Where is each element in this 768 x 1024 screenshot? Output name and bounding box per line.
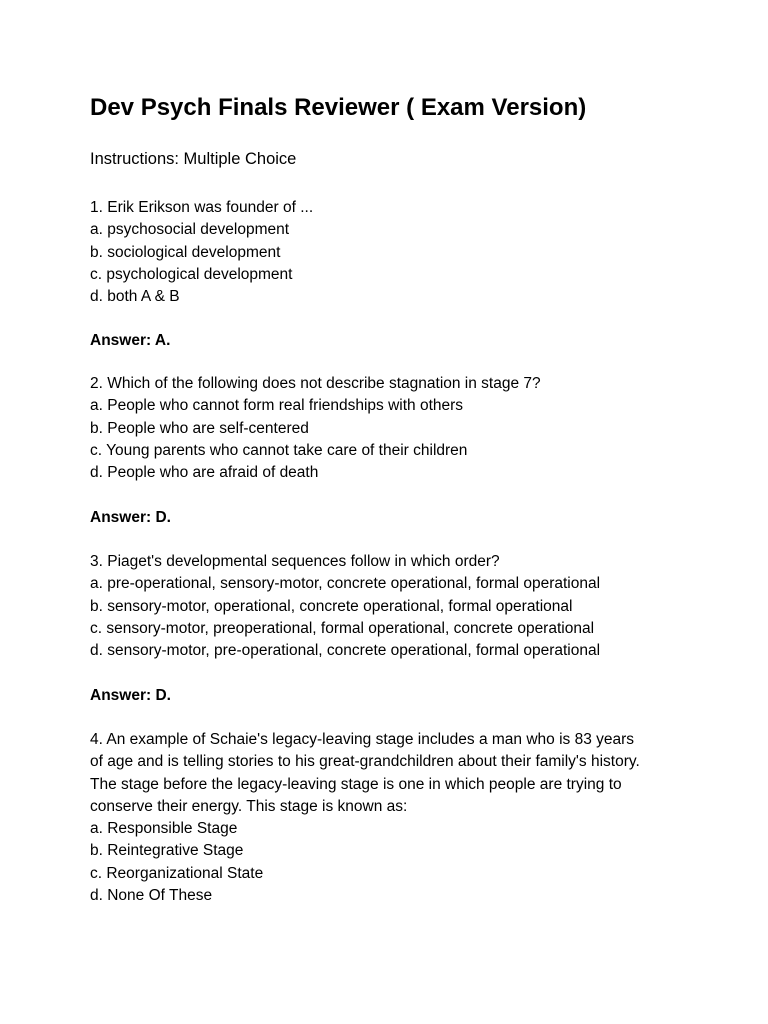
question-4-option-b: b. Reintegrative Stage — [90, 842, 244, 860]
question-3-answer: Answer: D. — [90, 687, 171, 704]
question-1-stem: 1. Erik Erikson was founder of ... — [90, 199, 314, 216]
question-2 — [90, 373, 710, 484]
question-4-stem-line-4: conserve their energy. This stage is known as: — [90, 797, 408, 815]
question-3 — [90, 551, 710, 662]
instructions-text: Instructions: Multiple Choice — [90, 150, 297, 168]
question-3-option-d: d. sensory-motor, pre-operational, concrete operational, formal operational — [90, 642, 601, 660]
question-4-option-d: d. None Of These — [90, 887, 213, 905]
question-1-option-d: d. both A & B — [90, 288, 180, 306]
question-4-stem-line-2: of age and is telling stories to his great-grandchildren about their family's history. — [90, 753, 640, 771]
question-4 — [90, 729, 710, 907]
question-2-answer: Answer: D. — [90, 509, 171, 526]
question-1-option-b: b. sociological development — [90, 243, 281, 261]
document-title: Dev Psych Finals Reviewer ( Exam Version) — [90, 94, 587, 121]
question-3-option-b: b. sensory-motor, operational, concrete operational, formal operational — [90, 597, 573, 615]
question-4-stem-line-1: 4. An example of Schaie's legacy-leaving stage includes a man who is 83 years — [90, 731, 635, 748]
question-3-option-a: a. pre-operational, sensory-motor, concrete operational, formal operational — [90, 575, 601, 593]
question-2-stem: 2. Which of the following does not describe stagnation in stage 7? — [90, 375, 541, 392]
question-1 — [90, 197, 710, 308]
question-2-option-c: c. Young parents who cannot take care of their children — [90, 441, 468, 459]
question-2-option-a: a. People who cannot form real friendships with others — [90, 397, 464, 415]
question-1-answer: Answer: A. — [90, 332, 171, 349]
question-2-option-b: b. People who are self-centered — [90, 419, 309, 437]
question-4-option-a: a. Responsible Stage — [90, 820, 238, 838]
question-3-option-c: c. sensory-motor, preoperational, formal operational, concrete operational — [90, 619, 595, 637]
question-4-stem-line-3: The stage before the legacy-leaving stage is one in which people are trying to — [90, 775, 622, 793]
question-1-option-a: a. psychosocial development — [90, 221, 290, 239]
question-4-option-c: c. Reorganizational State — [90, 864, 264, 882]
question-3-stem: 3. Piaget's developmental sequences follow in which order? — [90, 553, 500, 570]
question-2-option-d: d. People who are afraid of death — [90, 464, 319, 482]
question-1-option-c: c. psychological development — [90, 265, 293, 283]
